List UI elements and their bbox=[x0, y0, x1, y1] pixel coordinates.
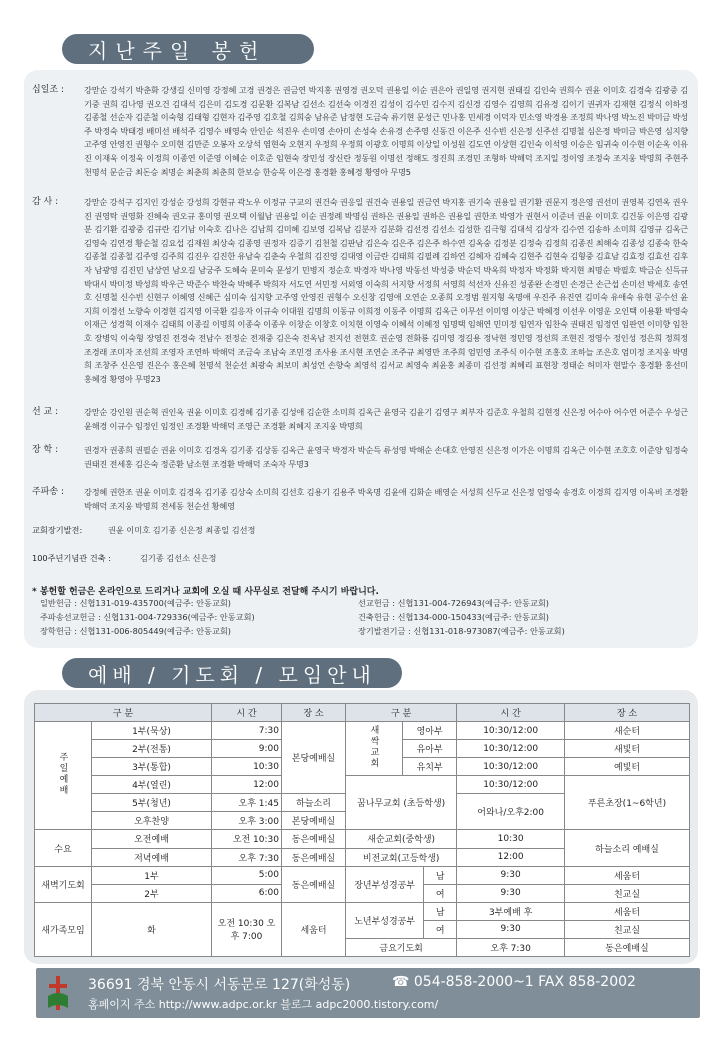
section-text: 김기종 김선소 신은정 bbox=[140, 553, 217, 563]
section-tithe bbox=[24, 84, 698, 177]
service-place: 동은예배실 bbox=[282, 830, 346, 848]
dept-time: 10:30 bbox=[457, 830, 565, 848]
offering-notice: * 봉헌할 헌금은 온라인으로 드리거나 교회에 오실 때 사무실로 전달해 주시기 바랍니다. bbox=[32, 587, 379, 597]
dept-name: 노년부성경공부 bbox=[346, 902, 424, 938]
dawn-part: 1부 bbox=[92, 866, 212, 884]
dept-place: 새빛터 bbox=[565, 740, 690, 758]
dept-place: 예빛터 bbox=[565, 758, 690, 776]
dept-name: 꿈나무교회 (초등학생) bbox=[346, 776, 457, 830]
dawn-part: 2부 bbox=[92, 884, 212, 902]
section-text: 권경자 권종희 권필순 권윤 이미호 김경옥 김기종 김상동 김옥근 윤영국 박경자 박순득 류성영 박해순 손대호 안영진 신은정 이가은 이명희 김옥근 이수현 조호호 이준양 임정숙 권태진 전세홍 김은숙 정준환 남소현 조경환 박해덕 조숙자 무명3 bbox=[84, 445, 688, 469]
church-phone: ☎ 054-858-2000~1 FAX 858-2002 bbox=[392, 974, 636, 990]
dept-place: 하늘소리 예배실 bbox=[565, 830, 690, 866]
col-header: 장 소 bbox=[282, 704, 346, 722]
service-place: 본당예배실 bbox=[282, 722, 346, 794]
col-header: 구 분 bbox=[346, 704, 457, 722]
dept-place: 친교실 bbox=[565, 884, 690, 902]
schedule-title: 예배 / 기도회 / 모임안내 bbox=[62, 658, 402, 688]
section-label: 100주년기념관 건축 : bbox=[32, 553, 111, 563]
dept-place: 세움터 bbox=[565, 866, 690, 884]
footer bbox=[36, 968, 700, 1018]
account-longterm: 장기발전기금 : 신협131-018-973087(예금주: 안동교회) bbox=[358, 626, 565, 636]
dept-time: 10:30/12:00 bbox=[457, 722, 565, 740]
dept-place: 푸른초장(1~6학년) bbox=[565, 776, 690, 830]
dept-time: 오후 7:30 bbox=[457, 938, 565, 956]
section-label: 교회장기발전: bbox=[32, 525, 83, 535]
account-weekly-mission: 주파송선교헌금 : 신협131-004-729336(예금주: 안동교회) bbox=[40, 612, 255, 622]
service-place: 세움터 bbox=[282, 902, 346, 956]
section-label: 선 교 : bbox=[32, 407, 59, 417]
section-text: 강맏순 강석기 박춘화 강생길 신미영 강정혜 고경 권경은 권금연 박지홍 권영경 권오덕 권용일 이순 권은아 권일영 권지현 권태길 김인숙 권희수 권윤 이미호 김경숙 김광중 김기중 권희 김나영 권오건 김대석 김은미 김도경 김문환 김복남 김선소 김선숙 이경진 김성이 김수민 김수지 김신경 김영수 김영희 김유경 김이기 권귀자 김재현 김정식 이하정 김종철 선순자 김준철 이숙형 김태형 김현자 김주영 김호철 김희숭 남유준 남정현 도금숙 류기현 문성근 민나홍 민세경 이덕자 민소영 박경용 조정희 박나영 박노진 박미금 박성주 박정숙 박태경 배미선 배석주 김영수 배영숙 안인순 석진우 손미영 손아미 손성숙 손유경 손주영 신동건 이은주 신수빈 신은정 신주선 김명철 심은정 박미금 박은영 심지향 고주영 안영진 권형수 오미현 김만준 오봉자 오상석 염현숙 오현지 우정희 우정희 이광호 이명희 이상일 이성원 김도연 이상현 김인숙 이석영 이승은 임귀숙 이수현 이순옥 이유진 이재욱 이정욱 이정희 이종연 이준영 이혜순 이호준 임현숙 장민성 장신란 정동원 이명선 정해도 정진희 조경민 조형하 박해덕 조지일 정이영 조정숙 조지웅 박명희 주현주 천명석 문순금 최돈승 최명순 최춘희 최춘희 한보승 한승목 이은경 홍경환 홍혜경 황영아 무명5 bbox=[84, 85, 688, 177]
section-text: 강맏순 강인원 권순혁 권인옥 권윤 이미호 김경혜 김기종 김성애 김순한 소미희 김옥근 윤영국 김윤기 김영구 최부자 김준호 우철희 김현정 신은정 어수아 어수연 어준수 우성근 윤해경 이규수 임정인 임정인 조경환 박해덕 조영근 조경환 최혜지 조지웅 박명희 bbox=[84, 407, 688, 431]
dawn-time: 6:00 bbox=[212, 884, 282, 902]
schedule-table bbox=[34, 703, 690, 957]
dept-place: 세움터 bbox=[565, 902, 690, 920]
section-text: 권윤 이미호 김기종 신은정 최종일 김선정 bbox=[108, 525, 256, 535]
service-name: 4부(열린) bbox=[92, 776, 212, 794]
dept-place: 친교실 bbox=[565, 920, 690, 938]
col-header: 시 간 bbox=[212, 704, 282, 722]
dept-time: 12:00 bbox=[457, 848, 565, 866]
dawn-time: 5:00 bbox=[212, 866, 282, 884]
family-label: 새가족모임 bbox=[35, 902, 92, 956]
dept-name: 금요기도회 bbox=[346, 938, 457, 956]
gender-label: 남 bbox=[424, 902, 457, 920]
dept-time: 9:30 bbox=[457, 884, 565, 902]
service-time: 12:00 bbox=[212, 776, 282, 794]
service-place: 동은예배실 bbox=[282, 866, 346, 902]
col-header: 장 소 bbox=[565, 704, 690, 722]
service-place: 하늘소리 bbox=[282, 794, 346, 812]
dept-name: 장년부성경공부 bbox=[346, 866, 424, 902]
dept-place: 새순터 bbox=[565, 722, 690, 740]
service-name: 오후찬양 bbox=[92, 812, 212, 830]
gender-label: 여 bbox=[424, 884, 457, 902]
gender-label: 여 bbox=[424, 920, 457, 938]
account-building: 건축헌금 : 신협134-000-150433(예금주: 안동교회) bbox=[358, 612, 549, 622]
service-place: 동은예배실 bbox=[282, 848, 346, 866]
dept-name: 새순교회(중학생) bbox=[346, 830, 457, 848]
dept-name: 영아부 bbox=[403, 722, 457, 740]
account-scholarship: 장학헌금 : 신협131-006-805449(예금주: 안동교회) bbox=[40, 626, 231, 636]
section-label: 감 사 : bbox=[32, 197, 59, 207]
family-day: 화 bbox=[92, 902, 212, 956]
col-header: 구 분 bbox=[35, 704, 212, 722]
dept-time: 10:30/12:00 bbox=[457, 740, 565, 758]
service-time: 오후 3:00 bbox=[212, 812, 282, 830]
dept-name: 유치부 bbox=[403, 758, 457, 776]
gender-label: 남 bbox=[424, 866, 457, 884]
church-address: 36691 경북 안동시 서동문로 127(화성동) bbox=[88, 977, 351, 993]
service-time: 10:30 bbox=[212, 758, 282, 776]
account-mission: 선교헌금 : 신협131-004-726943(예금주: 안동교회) bbox=[358, 598, 549, 608]
section-label: 주파송 : bbox=[32, 487, 64, 497]
family-time: 오전 10:30 오후 7:00 bbox=[212, 902, 282, 956]
sunday-label: 주일예배 bbox=[57, 752, 68, 797]
service-name: 저녁예배 bbox=[92, 848, 212, 866]
dept-name: 비전교회(고등학생) bbox=[346, 848, 457, 866]
service-name: 2부(전통) bbox=[92, 740, 212, 758]
service-name: 1부(묵상) bbox=[92, 722, 212, 740]
service-name: 3부(통합) bbox=[92, 758, 212, 776]
service-time: 오전 10:30 bbox=[212, 830, 282, 848]
kids-label: 새싹교회 bbox=[368, 725, 379, 770]
dept-time: 10:30/12:00 bbox=[457, 776, 565, 794]
service-time: 오후 1:45 bbox=[212, 794, 282, 812]
section-label: 십일조 : bbox=[32, 85, 64, 95]
section-label: 장 학 : bbox=[32, 445, 59, 455]
dept-name: 유아부 bbox=[403, 740, 457, 758]
dept-time: 3부예배 후 bbox=[457, 902, 565, 920]
wed-label: 수요 bbox=[35, 830, 92, 866]
section-text: 강맏순 강석구 김지인 강성순 강성희 강현규 곽노우 이정규 구교의 권건숙 권응일 권건숙 권용일 권금연 박지홍 권기숙 권용일 권기환 권문지 정은영 권선미 권영복 김연옥 권우진 권영탁 권영화 진혜숙 권오규 홍미영 권오택 이월남 권용일 이순 권정례 박명심 권하은 권용일 권하은 권용일 권한조 박영가 권현서 이준녀 권윤 이미호 김건동 이은영 김광분 김기환 김광중 김규란 김기남 이숙호 김나은 김남희 김미혜 김보영 김복남 김분자 김분화 김선경 김선소 김성한 김극형 김대석 김상자 김수연 김송하 소미희 김영규 김옥근 김영숙 김연경 황순철 김요섭 김재원 최상숙 김종영 권정자 김증기 김천철 김판남 김은숙 김은주 김은주 하수연 김옥숭 김정분 김정숙 김정희 김종진 최해숙 김종성 김종숙 한숙 김종철 김종철 김주영 김주희 김진우 김진한 유남숙 김춘숙 우철희 김진영 김대영 이금란 김태희 김필례 김하연 김혜자 김혜숙 김현주 김현숙 김형중 김효남 김효정 김효선 김후자 남광영 김진민 남상연 남오길 남궁주 도혜숙 문미숙 문성기 민병지 정순호 박경자 박나영 박동선 박성중 박순덕 박옥희 박정자 박정화 박지현 최명순 박필호 박금순 신득규 박대시 박미정 박성희 박우근 박준수 박찬숙 박혜주 박희자 서도연 서민정 서외영 이숙희 서지향 서정희 서영희 석선자 신유진 성종완 손경민 손경근 손근섭 손미선 박세호 송연호 신명철 신수빈 신현구 이혜영 신혜근 심미숙 심지향 고주영 안영진 권형수 오신창 김영애 오연순 오종희 오정범 원지형 옥명애 우진주 유진연 김미숙 유애숙 유현 공수선 윤지희 이경선 노향숙 이경현 김지영 이국환 김응자 이규숙 이대원 김명희 이동규 이희정 이동주 이명희 김옥근 이무선 이미영 이상근 박혜정 이선우 이영운 오인택 이용환 박영숙 이재근 성경혁 이재수 김태희 이종길 이명희 이종숙 이종우 이창순 이창호 이치현 이영숙 이혜석 이혜정 임명택 임해연 민미정 임연자 임찬숙 권태진 임정연 임판연 이미향 임찬호 장병익 이숙형 장영진 전경숙 전남수 전정순 전재중 김은숙 전옥남 전지선 전현호 권순영 전화룡 김미영 정길용 정낙현 정민영 정선희 조현진 정영수 정인성 정은희 정희정 조경래 조미자 조선희 조영자 조연하 박해덕 조금숙 조남숙 조민경 조사용 조시현 조연순 조주규 최영만 조주희 엄민영 조주식 이수현 조홍호 조하늘 조은호 엄미정 조지웅 박명희 조창주 신은영 진은수 홍은혜 천명석 천순선 최광숙 최보미 최성언 손향숙 최영석 김서교 최영숙 최윤홍 최종미 김선정 최혜리 표현창 정태순 허미자 현말수 홍경환 홍선미 홍혜경 황영아 무명23 bbox=[84, 197, 688, 384]
section-text: 강정혜 권한조 권윤 이미호 김경옥 김기종 김상숙 소미희 김선호 김용기 김용주 박옥명 김윤애 김화순 배영순 서성희 신두교 신은정 엄영숙 송경호 이경희 김지영 이옥비 조경환 박해덕 조지웅 박명희 전세동 천순선 황혜영 bbox=[84, 487, 688, 511]
page-title: 지난주일 봉헌 bbox=[62, 34, 314, 64]
church-logo-icon bbox=[46, 974, 70, 1012]
dept-place: 동은예배실 bbox=[565, 938, 690, 956]
dept-time: 10:30/12:00 bbox=[457, 758, 565, 776]
dept-time: 9:30 bbox=[457, 920, 565, 938]
account-general: 일반헌금 : 신협131-019-435700(예금주: 안동교회) bbox=[40, 598, 231, 608]
service-name: 5부(청년) bbox=[92, 794, 212, 812]
service-name: 오전예배 bbox=[92, 830, 212, 848]
service-time: 9:00 bbox=[212, 740, 282, 758]
church-homepage[interactable]: 홈페이지 주소 http://www.adpc.or.kr 블로그 adpc2000.tistory.com/ bbox=[88, 998, 439, 1011]
dept-time: 어와나/오후2:00 bbox=[457, 794, 565, 830]
service-place: 본당예배실 bbox=[282, 812, 346, 830]
dawn-label: 새벽기도회 bbox=[35, 866, 92, 902]
service-time: 7:30 bbox=[212, 722, 282, 740]
col-header: 시 간 bbox=[457, 704, 565, 722]
dept-time: 9:30 bbox=[457, 866, 565, 884]
service-time: 오후 7:30 bbox=[212, 848, 282, 866]
